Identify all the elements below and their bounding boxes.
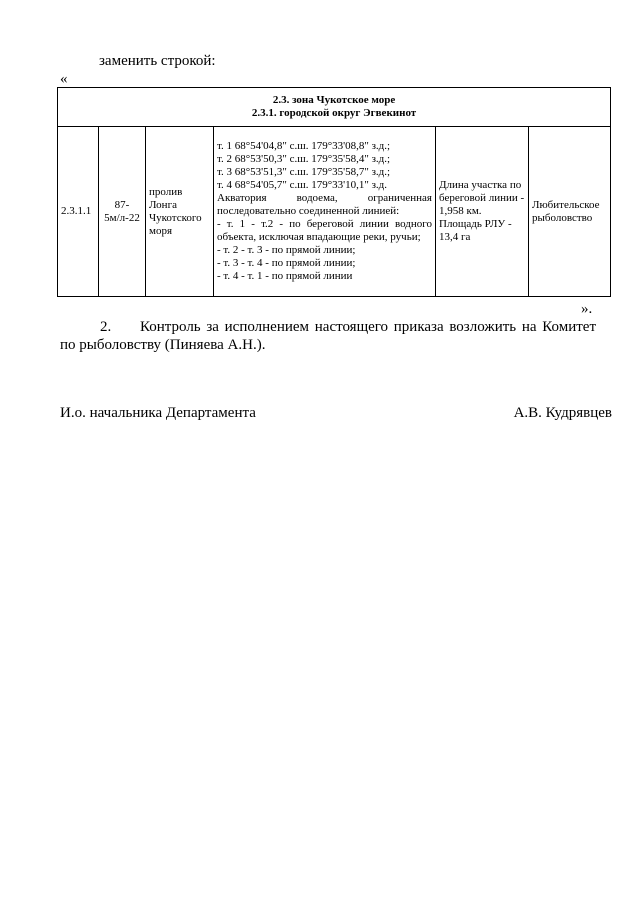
- row-name-line: Чукотского: [149, 211, 202, 224]
- boundary-line: - т. 1 - т.2 - по береговой линии водного объекта, исключая впадающие реки, ручьи;: [217, 218, 432, 243]
- boundary-line: - т. 3 - т. 4 - по прямой линии;: [217, 257, 356, 269]
- zone-header-cell: [58, 88, 611, 127]
- row-description-cell: [214, 127, 436, 297]
- intro-text: заменить строкой:: [99, 53, 216, 69]
- row-code-line1: 87-: [114, 198, 130, 211]
- coord-line: т. 4 68°54'05,7" с.ш. 179°33'10,1" з.д.: [217, 179, 388, 191]
- paragraph-2: [60, 318, 596, 354]
- row-length-cell: Длина участка по береговой линии - 1,958 км. Площадь РЛУ - 13,4 га: [436, 127, 529, 297]
- signer-title: И.о. начальника Департамента: [60, 405, 256, 421]
- boundary-line: - т. 4 - т. 1 - по прямой линии: [217, 270, 353, 282]
- row-code-cell: [99, 127, 146, 297]
- fishing-zone-table: [57, 87, 611, 297]
- row-name-line: Лонга: [149, 198, 177, 211]
- row-number-cell: 2.3.1.1: [58, 127, 99, 297]
- row-code-line2: 5м/л-22: [104, 211, 140, 224]
- table-row: [58, 127, 611, 297]
- table-header-row: [58, 88, 611, 127]
- row-name-line: пролив: [149, 185, 183, 198]
- row-name-cell: [146, 127, 214, 297]
- zone-title: 2.3. зона Чукотское море: [272, 94, 396, 106]
- signer-name: А.В. Кудрявцев: [513, 405, 612, 421]
- open-quote: «: [60, 71, 68, 87]
- coord-line: т. 1 68°54'04,8" с.ш. 179°33'08,8" з.д.;: [217, 140, 391, 152]
- coord-line: т. 2 68°53'50,3" с.ш. 179°35'58,4" з.д.;: [217, 153, 391, 165]
- district-title: 2.3.1. городской округ Эгвекинот: [251, 107, 417, 119]
- row-purpose-cell: Любительское рыболовство: [529, 127, 611, 297]
- coord-line: т. 3 68°53'51,3" с.ш. 179°35'58,7" з.д.;: [217, 166, 391, 178]
- paragraph-number: 2.: [100, 319, 112, 335]
- boundary-line: - т. 2 - т. 3 - по прямой линии;: [217, 244, 356, 256]
- close-quote: ».: [581, 301, 593, 317]
- paragraph-text: Контроль за исполнением настоящего приказа возложить на Комитет по рыболовству (Пиняева А.Н.).: [60, 319, 596, 353]
- area-text: Акватория водоема, ограниченная последовательно соединенной линией:: [217, 192, 432, 217]
- row-name-line: моря: [149, 224, 173, 237]
